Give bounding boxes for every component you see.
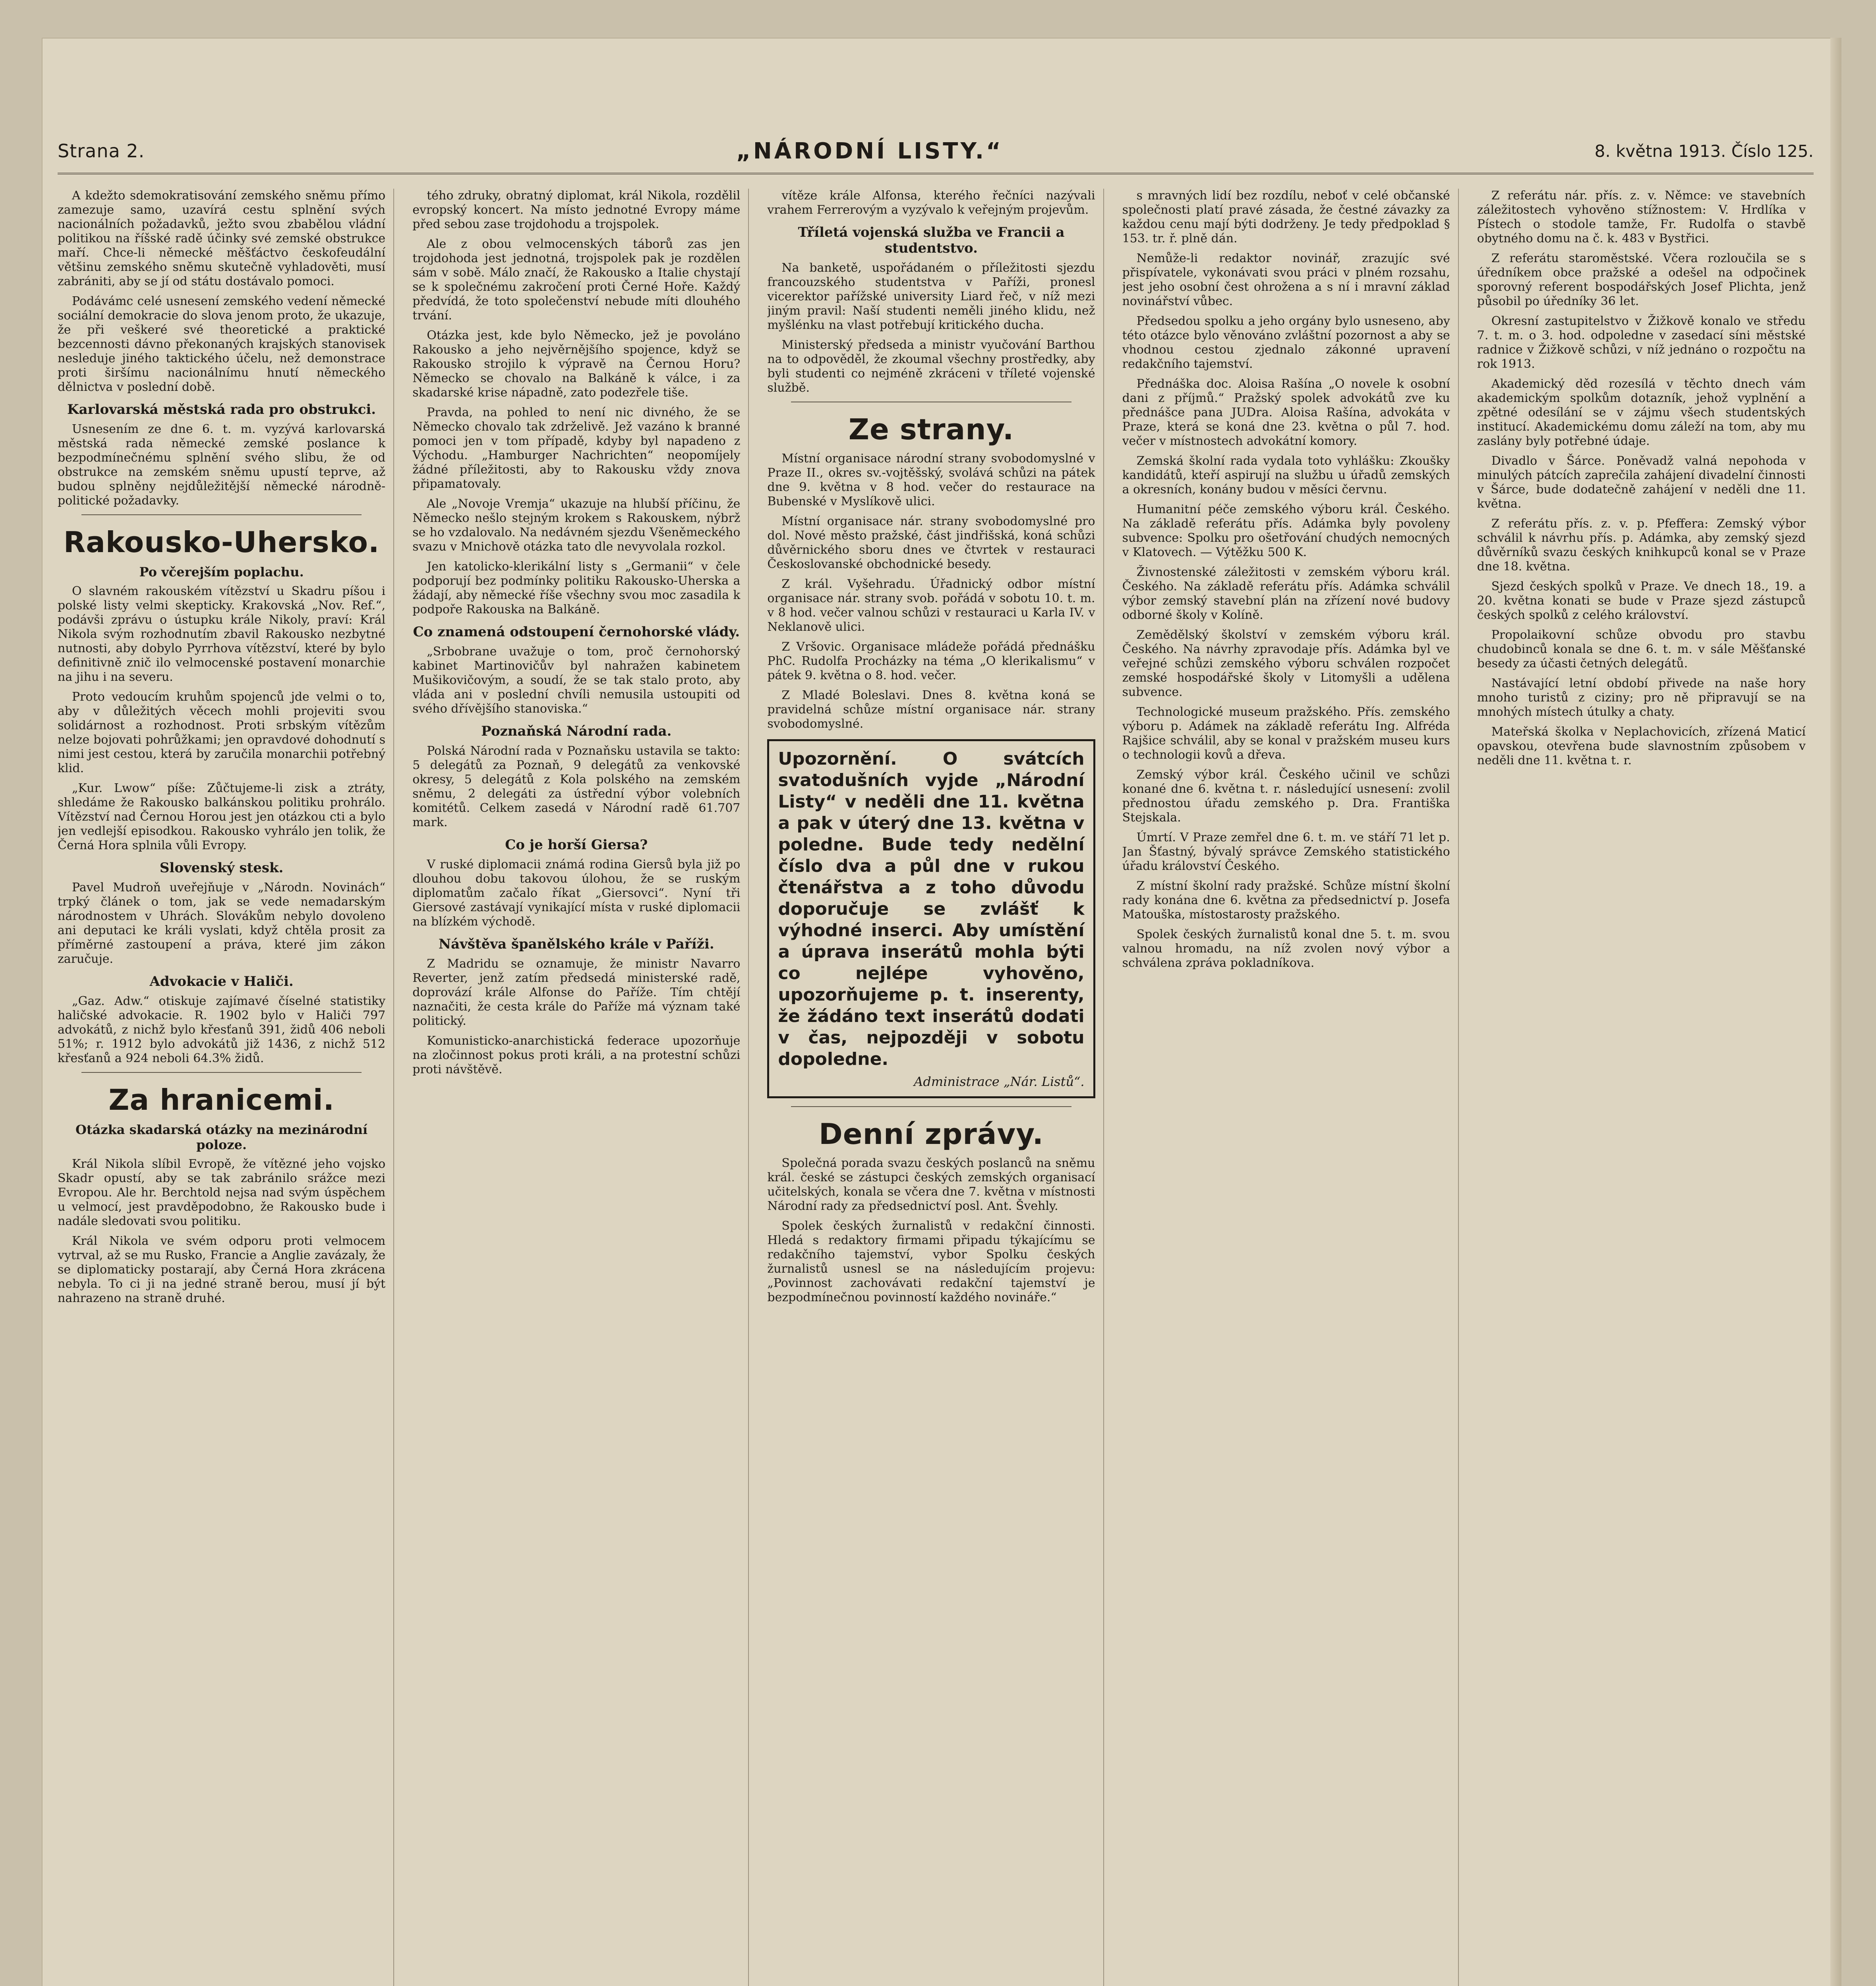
article-paragraph: Král Nikola ve svém odporu proti velmocem vytrval, až se mu Rusko, Francie a Anglie zavázaly, že se diplomaticky postarají, aby Černá Hora zkrácena nebyla. To ci ji na jedné straně berou, musí jí být nahrazeno na straně druhé.	[58, 1234, 386, 1305]
column-1	[58, 189, 394, 1986]
section-divider	[81, 1072, 362, 1073]
masthead-rule	[58, 173, 1814, 174]
article-paragraph: Otázka jest, kde bylo Německo, jež je povoláno Rakousko a jeho nejvěrnějšího spojence, když se Rakousko strojilo k výpravě na Černou Horu? Německo se chovalo na Balkáně k válce, i za skadarské krise nápadně, zato podezřele tiše.	[412, 328, 741, 400]
article-paragraph: Živnostenské záležitosti v zemském výboru král. Českého. Na základě referátu přís. Adámka schválil výbor zemský stavební plán na zřízení nové budovy odborné školy v Kolíně.	[1122, 565, 1450, 622]
article-subheading: Otázka skadarská otázky na mezinárodní poloze.	[75, 1122, 368, 1152]
article-paragraph: Nastávající letní období přivede na naše hory mnoho turistů z ciziny; pro ně připravují se na mnohých místech útulky a chaty.	[1477, 676, 1806, 719]
article-paragraph: Zemědělský školství v zemském výboru král. Českého. Na návrhy zpravodaje přís. Adámka byl ve veřejné schůzi zemského výboru schválen rozpočet zemské hospodářské školy v Litomyšli a udělena subvence.	[1122, 628, 1450, 699]
section-divider	[791, 1106, 1071, 1107]
article-paragraph: Pavel Mudroň uveřejňuje v „Národn. Novinách“ trpký článek o tom, jak se vede nemadarským národnostem v Uhrách. Slovákům nebylo dovoleno ani deputaci ke králi vyslati, když chtěla prosit za příměrné zastoupení a práva, které jim zákon zaručuje.	[58, 881, 386, 966]
article-heading: Co je horší Giersa?	[505, 837, 648, 853]
column-3	[767, 189, 1104, 1986]
article-paragraph: Propolaikovní schůze obvodu pro stavbu chudobinců konala se dne 6. t. m. v sále Měšťanské besedy za účasti četných delegátů.	[1477, 628, 1806, 670]
article-paragraph: Nemůže-li redaktor novinář, zrazujíc své přispívatele, vykonávati svou práci v plném rozsahu, jest jeho osobní čest ohrožena a s ní i mravní základ novinářství vůbec.	[1122, 251, 1450, 308]
article-paragraph: Okresní zastupitelstvo v Žižkově konalo ve středu 7. t. m. o 3. hod. odpoledne v zasedací síni městské radnice v Žižkově schůzi, v níž jednáno o rozpočtu na rok 1913.	[1477, 314, 1806, 371]
article-paragraph: Z Mladé Boleslavi. Dnes 8. května koná se pravidelná schůze místní organisace nár. strany svobodomyslné.	[767, 688, 1095, 731]
newspaper-page	[42, 38, 1841, 1986]
article-paragraph: Předsedou spolku a jeho orgány bylo usneseno, aby této otázce bylo věnováno zvláštní pozornost a aby se vhodnou cestou zjednalo zákonné upravení redakčního tajemství.	[1122, 314, 1450, 371]
article-paragraph: V ruské diplomacii známá rodina Giersů byla již po dlouhou dobu takovou úlohou, že se ruským diplomatům začalo říkat „Giersovci“. Nyní tři Giersové zastávají vynikající místa v ruské diplomacii na blízkém východě.	[412, 858, 741, 929]
article-paragraph: Komunisticko-anarchistická federace upozorňuje na zločinnost pokus proti králi, a na protestní schůzi proti návštěvě.	[412, 1034, 741, 1076]
column-2	[412, 189, 749, 1986]
section-heading: Denní zprávy.	[818, 1117, 1044, 1151]
article-paragraph: Akademický děd rozesílá v těchto dnech vám akademickým spolkům dotazník, jehož vyplnění a zpětné odesílání se v zájmu všech studentských institucí. Akademickému domu záleží na tom, aby mu zaslány byly potřebné údaje.	[1477, 377, 1806, 448]
article-heading: Poznaňská Národní rada.	[481, 723, 672, 739]
article-paragraph: Pravda, na pohled to není nic divného, že se Německo chovalo tak zdrželivě. Jež vazáno k branné pomoci jen v tom případě, kdyby byl napadeno z Východu. „Hamburger Nachrichten“ neopomíjely žádné příležitosti, aby to Rakousku vždy znova připamatovaly.	[412, 406, 741, 491]
article-paragraph: Jen katolicko-klerikální listy s „Germanii“ v čele podporují bez podmínky politiku Rakousko-Uherska a žádají, aby německé říše všechny svou moc zasadila k podpoře Rakouska na Balkáně.	[412, 560, 741, 616]
article-paragraph: s mravných lidí bez rozdílu, neboť v celé občanské společnosti platí pravé zásada, že čestné závazky za každou cenu mají býti dodrženy. Je tedy předpoklad § 153. tr. ř. plně dán.	[1122, 189, 1450, 245]
article-paragraph: Ale „Novoje Vremja“ ukazuje na hlubší příčinu, že Německo nešlo stejným krokem s Rakouskem, nýbrž se ho vzdalovalo. Na nedávném sjezdu Všeněmeckého svazu v Mnichově otázka tato dle nevyvolala rozkol.	[412, 497, 741, 554]
newspaper-title: „NÁRODNÍ LISTY.“	[736, 138, 1003, 164]
article-paragraph: Zemský výbor král. Českého učinil ve schůzi konané dne 6. května t. r. následující usnesení: zvolil přednostou úřadu zemského p. Dra. Františka Stejskala.	[1122, 768, 1450, 825]
section-heading: Rakousko-Uhersko.	[63, 525, 380, 559]
article-paragraph: „Gaz. Adw.“ otiskuje zajímavé číselné statistiky haličské advokacie. R. 1902 bylo v Haliči 797 advokátů, z nichž bylo křesťanů 391, židů 406 neboli 51%; r. 1912 bylo advokátů již 1436, z nichž 512 křesťanů a 924 neboli 64.3% židů.	[58, 994, 386, 1065]
column-5	[1477, 189, 1814, 1986]
article-paragraph: Z místní školní rady pražské. Schůze místní školní rady konána dne 6. května za předsednictví p. Josefa Matouška, místostarosty pražského.	[1122, 879, 1450, 922]
article-paragraph: Na banketě, uspořádaném o příležitosti sjezdu francouzského studentstva v Paříži, pronesl vicerektor pařížské university Liard řeč, v níž mezi jiným pravil: Naší studenti neměli jiného klidu, než myšlénku na vlast potřebují kritického ducha.	[767, 261, 1095, 332]
article-paragraph: O slavném rakouském vítězství u Skadru píšou i polské listy velmi skepticky. Krakovská „Nov. Ref.“, podávši zprávu o ústupku krále Nikoly, praví: Král Nikola svým rozhodnutím zbavil Rakousko nezbytné nutnosti, aby dobylo Pyrrhova vítězství, které by bylo definitivně znič ilo velmocenské postavení monarchie na jihu i na severu.	[58, 584, 386, 684]
article-paragraph: Z Madridu se oznamuje, že ministr Navarro Reverter, jenž zatím předsedá ministerské radě, doprovází krále Alfonse do Paříže. Tím chtějí naznačiti, že cesta krále do Paříže má význam také politický.	[412, 957, 741, 1028]
article-paragraph: Místní organisace národní strany svobodomyslné v Praze II., okres sv.-vojtěšský, svolává schůzi na pátek dne 9. května v 8 hod. večer do restaurace na Bubenské v Myslíkově ulici.	[767, 452, 1095, 508]
article-paragraph: Zemská školní rada vydala toto vyhlášku: Zkoušky kandidátů, kteří aspirují na službu u úřadů zemských a okresních, konány budou v měsíci červnu.	[1122, 454, 1450, 496]
article-paragraph: Místní organisace nár. strany svobodomyslné pro dol. Nové město pražské, část jindřišská, koná schůzi důvěrnického sboru dnes ve čtvrtek v restauraci Českoslovanské obchodnické besedy.	[767, 514, 1095, 571]
page-fold-shadow	[1830, 38, 1841, 1986]
article-paragraph: Sjezd českých spolků v Praze. Ve dnech 18., 19. a 20. května konati se bude v Praze sjezd zástupců českých spolků z celého království.	[1477, 580, 1806, 622]
article-paragraph: Z král. Vyšehradu. Úřadnický odbor místní organisace nár. strany svob. pořádá v sobotu 10. t. m. v 8 hod. večer valnou schůzi v restauraci u Karla IV. v Neklanově ulici.	[767, 577, 1095, 634]
columns	[58, 189, 1814, 1986]
article-paragraph: Ale z obou velmocenských táborů zas jen trojdohoda jest jednotná, trojspolek pak je rozdělen sám v sobě. Málo značí, že Rakousko a Italie chystají se k společnému zakročení proti Černé Hoře. Každý předvídá, že toto společenství nebude míti dlouhého trvání.	[412, 237, 741, 323]
article-paragraph: tého zdruky, obratný diplomat, král Nikola, rozdělil evropský koncert. Na místo jednotné Evropy máme před sebou zase trojdohodu a trojspolek.	[412, 189, 741, 231]
article-paragraph: Z referátu nár. přís. z. v. Němce: ve stavebních záležitostech vyhověno stížnostem: V. Hrdlíka v Pístech o stodole tamže, Fr. Rudolfa o stavbě obytného domu na č. k. 483 v Bystřici.	[1477, 189, 1806, 245]
section-divider	[81, 514, 362, 515]
article-paragraph: Divadlo v Šárce. Poněvadž valná nepohoda v minulých pátcích zaprečila zahájení divadelní činnosti v Šárce, bude dodatečně zahájení v neděli dne 11. května.	[1477, 454, 1806, 511]
notice-box	[767, 739, 1095, 1098]
article-heading: Advokacie v Haliči.	[149, 974, 294, 989]
article-paragraph: Z Vršovic. Organisace mládeže pořádá přednášku PhC. Rudolfa Procházky na téma „O klerikalismu“ v pátek 9. května o 8. hod. večer.	[767, 640, 1095, 682]
article-paragraph: A kdežto sdemokratisování zemského sněmu přímo zamezuje samo, uzavírá cestu splnění svých nacionálních požadavků, ježto svou zbabělou vládní politikou na říšské radě účinky své zemské obstrukce maří. Chce-li německé měšťáctvo českofeudální většinu zemského sněmu skutečně vyhladověti, musí zabrániti, aby se jí od státu dostávalo pomoci.	[58, 189, 386, 288]
article-heading: Karlovarská městská rada pro obstrukci.	[67, 402, 376, 417]
article-paragraph: Spolek českých žurnalistů konal dne 5. t. m. svou valnou hromadu, na níž zvolen nový výbor a schválena zpráva pokladníkova.	[1122, 927, 1450, 970]
article-heading: Slovenský stesk.	[159, 860, 284, 876]
masthead	[58, 135, 1814, 167]
article-paragraph: Z referátu staroměstské. Včera rozloučila se s úředníkem obce pražské a odešel na odpočinek sporovný referent bospodářských Josef Plichta, jenž působil po úředníky 36 let.	[1477, 251, 1806, 308]
article-paragraph: Technologické museum pražského. Přís. zemského výboru p. Adámek na základě referátu Ing. Alfréda Rajšice schválil, aby se konal v pražském museu kurs o technologii kovů a dřeva.	[1122, 705, 1450, 762]
article-paragraph: Z referátu přís. z. v. p. Pfeffera: Zemský výbor schválil k návrhu přís. p. Adámka, aby zemský sjezd důvěrníků svazu českých knihkupců konal se v Praze dne 18. května.	[1477, 517, 1806, 574]
article-heading: Návštěva španělského krále v Paříži.	[438, 936, 714, 952]
issue-date: 8. května 1913. Číslo 125.	[1594, 141, 1814, 161]
article-paragraph: Spolek českých žurnalistů v redakční činnosti. Hledá s redaktory firmami připadu týkajícímu se redakčního tajemství, vybor Spolku českých žurnalistů usnesl se na následujícím projevu: „Povinnost zachovávati redakční tajemství je bezpodmínečnou povinností každého novináře.“	[767, 1219, 1095, 1304]
column-4	[1122, 189, 1459, 1986]
section-heading: Za hranicemi.	[108, 1083, 335, 1117]
section-heading: Ze strany.	[848, 413, 1014, 446]
article-paragraph: „Kur. Lwow“ píše: Zůčtujeme-li zisk a ztráty, shledáme že Rakousko balkánskou politiku prohrálo. Vítězství nad Černou Horou jest jen otázkou cti a bylo jen vedlejší episodkou. Rakousko vyhrálo jen tolik, že Černá Hora splnila vůli Evropy.	[58, 781, 386, 852]
article-paragraph: Mateřská školka v Neplachovicích, zřízená Maticí opavskou, otevřena bude slavnostním způsobem v neděli dne 11. května t. r.	[1477, 725, 1806, 767]
article-paragraph: Král Nikola slíbil Evropě, že vítězné jeho vojsko Skadr opustí, aby se tak zabránilo srážce mezi Evropou. Ale hr. Berchtold nejsa nad svým úspěchem u velmocí, jest pravděpodobno, že Rakousko bude i nadále sledovati svou politiku.	[58, 1157, 386, 1228]
page-number: Strana 2.	[58, 140, 145, 162]
article-heading: Tříletá vojenská služba ve Francii a studentstvo.	[798, 224, 1065, 256]
notice-text: Upozornění. O svátcích svatodušních vyjde „Národní Listy“ v neděli dne 11. května a pak v úterý dne 13. května v poledne. Bude tedy nedělní číslo dva a půl dne v rukou čtenářstva a z toho důvodu doporučuje se zvlášť k výhodné inserci. Aby umístění a úprava inserátů mohla býti co nejlépe vyhověno, upozorňujeme p. t. inserenty, že žádáno text inserátů dodati v čas, nejpozději v sobotu dopoledne.	[778, 749, 1085, 1069]
article-paragraph: vítěze krále Alfonsa, kterého řečníci nazývali vrahem Ferrerovým a vyzývalo k veřejným projevům.	[767, 189, 1095, 217]
article-paragraph: Úmrtí. V Praze zemřel dne 6. t. m. ve stáří 71 let p. Jan Šťastný, bývalý správce Zemského statistického úřadu království Českého.	[1122, 831, 1450, 873]
article-paragraph: „Srbobrane uvažuje o tom, proč černohorský kabinet Martinovičův byl nahražen kabinetem Mušikovičovým, a soudí, že se tak stalo proto, aby vláda ani v poslední chvíli nemusila ustoupiti od svého dřívějšího stanoviska.“	[412, 645, 741, 716]
article-paragraph: Usnesením ze dne 6. t. m. vyzývá karlovarská městská rada německé zemské poslance k bezpodmínečnému splnění svého slibu, že od obstrukce na zemském sněmu upustí teprve, až budou splněny nejdůležitější německé národně-politické požadavky.	[58, 422, 386, 508]
article-subheading: Po včerejším poplachu.	[139, 564, 304, 580]
article-paragraph: Společná porada svazu českých poslanců na sněmu král. české se zástupci českých zemských organisací učitelských, konala se včera dne 7. května v místnosti Národní rady za předsednictví posl. Ant. Švehly.	[767, 1156, 1095, 1213]
article-paragraph: Proto vedoucím kruhům spojenců jde velmi o to, aby v důležitých věcech mohli projeviti svou solidárnost a rozhodnost. Proti srbským vítězům nelze bojovati pohrůžkami; jen opravdové dohodnutí s nimi jest cestou, která by zaručila monarchii potřebný klid.	[58, 690, 386, 775]
article-paragraph: Humanitní péče zemského výboru král. Českého. Na základě referátu přís. Adámka byly povoleny subvence: Spolku pro ošetřování chudých nemocných v Klatovech. — Výtěžku 500 K.	[1122, 502, 1450, 559]
article-paragraph: Podávámc celé usnesení zemského vedení německé sociální demokracie do slova jenom proto, že ukazuje, že při veškeré své theoretické a praktické bezcennosti dávno překonaných krajských stanovisek nesleduje jiného taktického účelu, než demonstrace proti širšímu nacionálnímu hnutí německého dělnictva v poslední době.	[58, 294, 386, 394]
article-paragraph: Polská Národní rada v Poznaňsku ustavila se takto: 5 delegátů za Poznaň, 9 delegátů za venkovské okresy, 5 delegátů z Kola polského na zemském sněmu, 2 delegáti za ústřední výbor volebních komitétů. Celkem zasedá v Národní radě 61.707 mark.	[412, 744, 741, 829]
article-paragraph: Přednáška doc. Aloisa Rašína „O novele k osobní dani z příjmů.“ Pražský spolek advokátů zve ku přednášce pana JUDra. Aloisa Rašína, advokáta v Praze, která se koná dne 23. května o půl 7. hod. večer v místnostech advokátní komory.	[1122, 377, 1450, 448]
notice-signature: Administrace „Nár. Listů“.	[914, 1074, 1085, 1089]
article-paragraph: Ministerský předseda a ministr vyučování Barthou na to odpověděl, že zkoumal všechny prostředky, aby byli studenti co nejméně zkráceni v tříleté vojenské službě.	[767, 338, 1095, 395]
article-heading: Co znamená odstoupení černohorské vlády.	[413, 624, 740, 640]
